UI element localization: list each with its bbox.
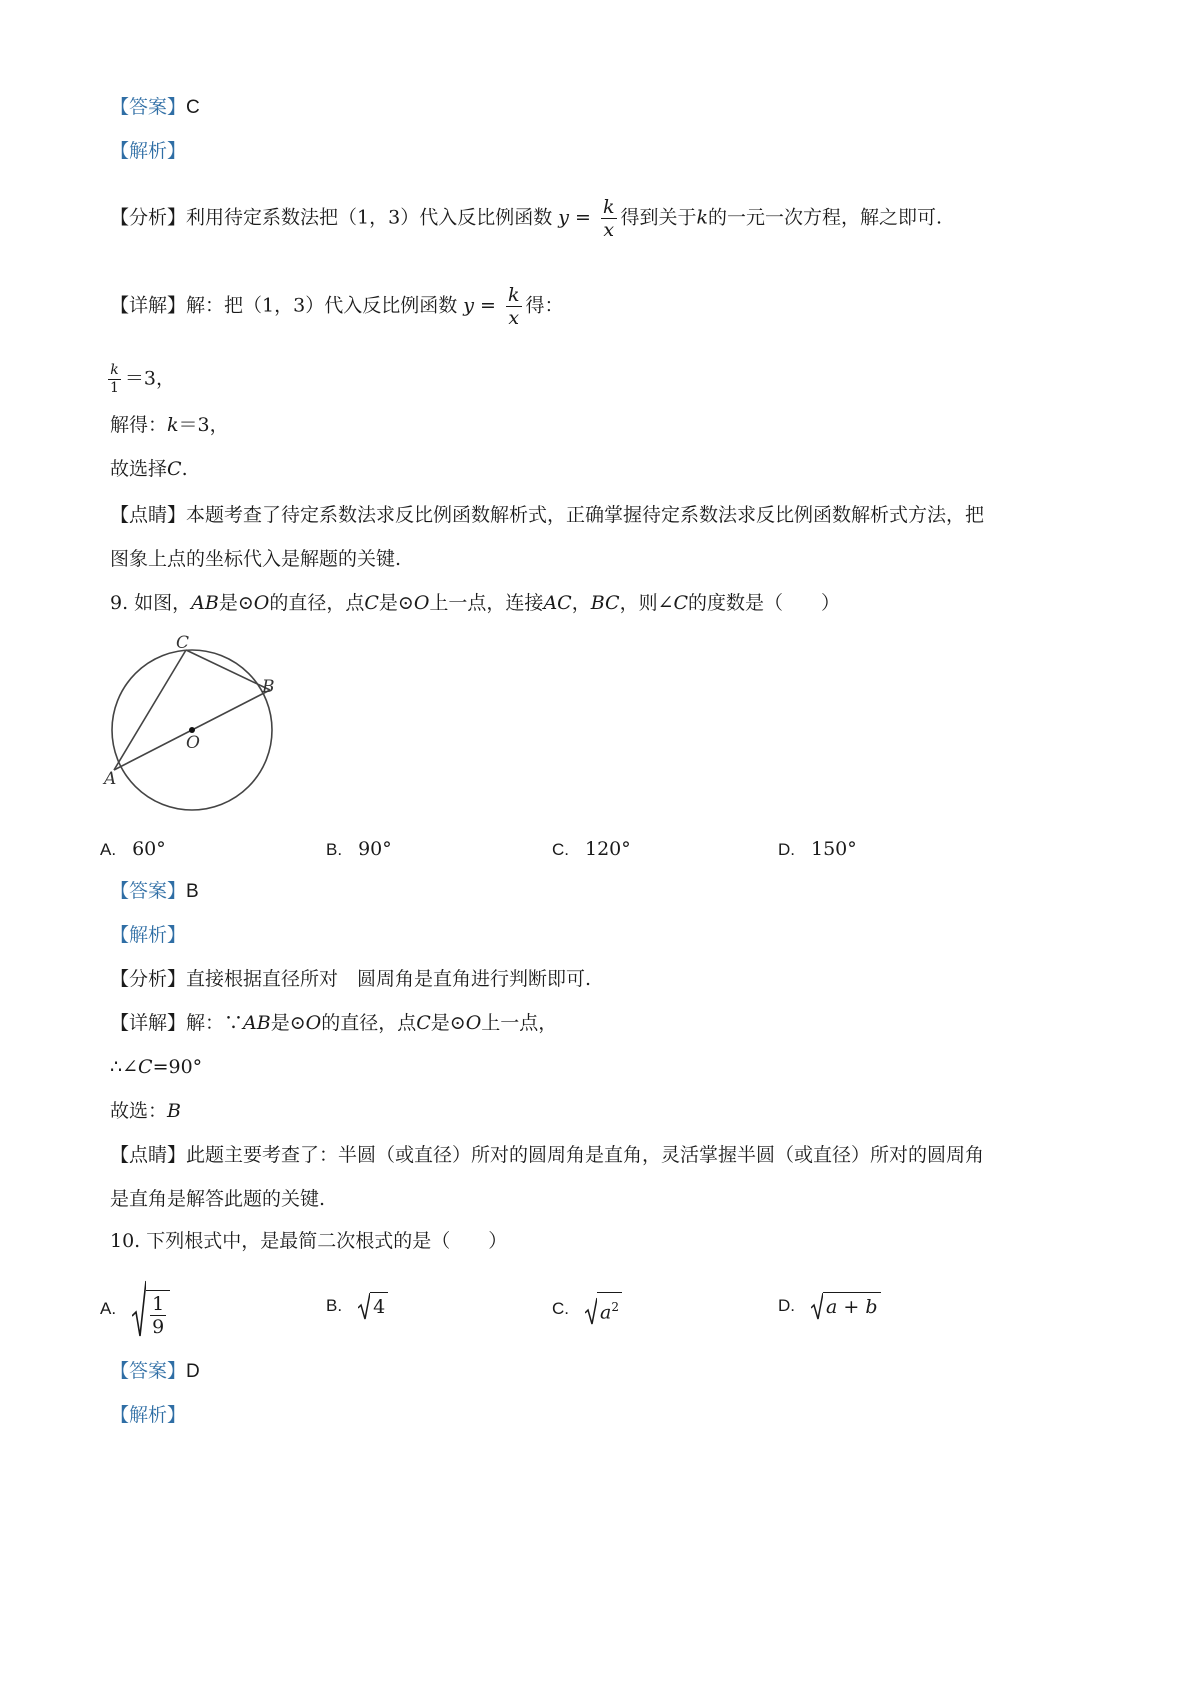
dianjing-tag: 【点睛】 — [110, 1144, 187, 1166]
answer-tag: 【答案】 — [110, 880, 187, 902]
q9-dianjing-line1: 【点睛】此题主要考查了：半圆（或直径）所对的圆周角是直角，灵活掌握半圆（或直径）所对的圆周角 — [110, 1144, 985, 1166]
xiangjie-tag: 【详解】 — [110, 294, 187, 317]
circle-diagram — [100, 628, 290, 823]
q9-therefore-line: ∴∠C=90° — [110, 1056, 203, 1078]
q10-jiexi-line — [110, 1402, 186, 1428]
jiexi-tag: 【解析】 — [110, 140, 187, 162]
q9-fenxi-line: 【分析】直接根据直径所对 圆周角是直角进行判断即可. — [110, 968, 592, 990]
q8-dianjing-line2: 图象上点的坐标代入是解题的关键. — [110, 548, 402, 570]
q9-choose-line: 故选：B — [110, 1100, 181, 1122]
answer-tag: 【答案】 — [110, 96, 187, 118]
q9-dianjing-line2: 是直角是解答此题的关键. — [110, 1188, 326, 1210]
answer-value: C — [186, 97, 200, 118]
q9-xiangjie-line: 【详解】解：∵AB是⊙O的直径，点C是⊙O上一点， — [110, 1012, 558, 1034]
q10-stem: 10. 下列根式中，是最简二次根式的是（ ） — [110, 1230, 508, 1252]
fenxi-tag: 【分析】 — [110, 968, 187, 990]
q9-answer-line — [110, 878, 199, 905]
q9-jiexi-line — [110, 922, 186, 948]
fraction-k-over-x: $\frac{k}{x}$ — [507, 284, 520, 329]
answer-tag: 【答案】 — [110, 1360, 187, 1382]
q10-option-b: B. 4 — [326, 1292, 388, 1320]
sqrt-a-plus-b: a + b — [811, 1292, 881, 1320]
label-a: A — [104, 769, 117, 789]
q8-step2-line: 解得：k＝3， — [110, 414, 229, 436]
q8-fenxi-line: 【分析】利用待定系数法把（1，3）代入反比例函数 y = $\frac{k}{x}$ 得到关于k的一元一次方程，解之即可. — [110, 196, 943, 241]
q8-step3-line: 故选择C. — [110, 458, 188, 480]
jiexi-tag: 【解析】 — [110, 924, 187, 946]
q8-answer-line — [110, 94, 200, 121]
q9-option-c: C. 120° — [552, 838, 631, 860]
xiangjie-tag: 【详解】 — [110, 1012, 187, 1034]
answer-value: B — [186, 881, 199, 902]
label-o: O — [186, 733, 200, 753]
fraction-k-over-1: $\frac{k}{1}$ — [110, 362, 119, 396]
q8-dianjing-line1: 【点睛】本题考查了待定系数法求反比例函数解析式，正确掌握待定系数法求反比例函数解析式方法，把 — [110, 504, 985, 526]
label-b: B — [262, 677, 275, 697]
q9-option-d: D. 150° — [778, 838, 857, 860]
q8-step1-line: $\frac{k}{1}$ ＝3， — [110, 362, 176, 396]
q9-option-a: A. 60° — [100, 838, 166, 860]
fraction-k-over-x: $\frac{k}{x}$ — [602, 196, 615, 241]
q9-option-b: B. 90° — [326, 838, 392, 860]
q10-option-d: D. a + b — [778, 1292, 881, 1320]
q10-answer-line — [110, 1358, 200, 1385]
q9-stem: 9. 如图，AB是⊙O的直径，点C是⊙O上一点，连接AC，BC，则∠C的度数是（ ） — [110, 592, 841, 614]
answer-value: D — [186, 1361, 200, 1382]
fenxi-tag: 【分析】 — [110, 206, 187, 229]
dianjing-tag: 【点睛】 — [110, 504, 187, 526]
sqrt-4: 4 — [358, 1292, 388, 1320]
sqrt-a-squared: $a^2$ — [585, 1292, 622, 1325]
q10-option-c: C. $a^2$ — [552, 1292, 622, 1325]
q8-xiangjie-line: 【详解】解：把（1，3）代入反比例函数 y = $\frac{k}{x}$ 得： — [110, 284, 564, 329]
segment-bc — [186, 650, 270, 690]
label-c: C — [176, 633, 190, 653]
q8-jiexi-line — [110, 138, 186, 164]
q10-option-a: A. $\frac{1}{9}$ — [100, 1280, 170, 1338]
jiexi-tag: 【解析】 — [110, 1404, 187, 1426]
sqrt-one-ninth: $\frac{1}{9}$ — [132, 1280, 170, 1338]
